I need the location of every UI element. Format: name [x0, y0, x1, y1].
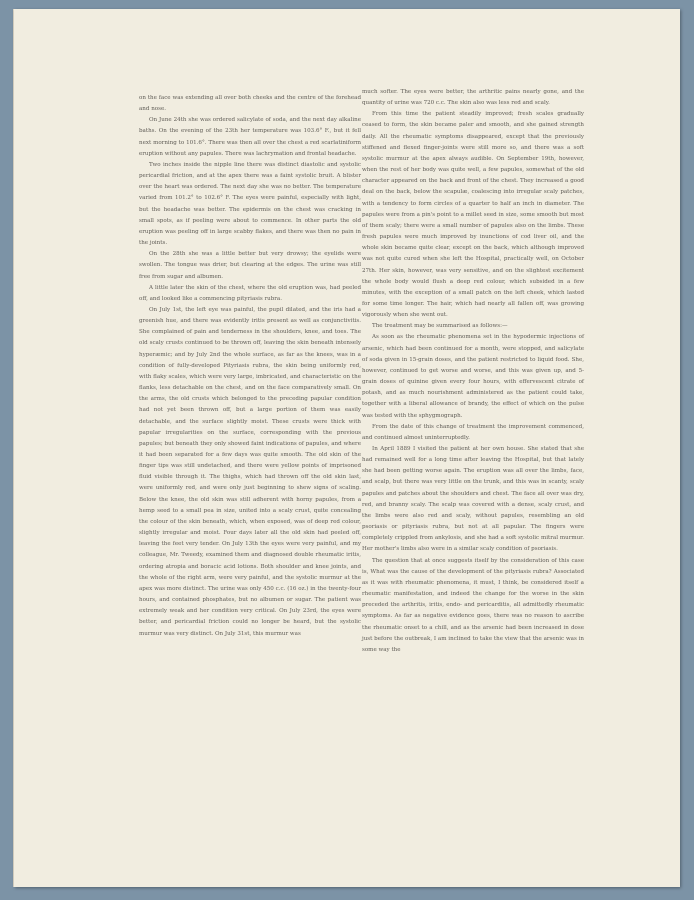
paragraph: A little later the skin of the chest, where the old eruption was, had peeled off, and looked like a commencing pityriasis rubra.	[139, 284, 361, 302]
paragraph: On the 28th she was a little better but very drowsy; the eyelids were swollen. The tongue was drier, but clearing at the edges. The urine was still free from sugar and albumen.	[139, 251, 361, 280]
paragraph: On July 1st, the left eye was painful, the pupil dilated, and the iris had a greenish hue, and there was evidently iritis present as well as conjunctivitis. She complained of pain and tenderness in the shoulders, knee, and toes. The old scaly crusts continued to be thrown off, leaving the skin beneath intensely hyperæmic; and by July 2nd the whole surface, as far as the knees, was in a condition of fully-developed Pityriasis rubra, the skin being uniformly red, with flaky scales, which were very large, imbricated, and characteristic on the flanks, less detachable on the chest, and on the face comparatively small. On the arms, the old crusts which belonged to the preceding papular condition had not yet been thrown off, but a large portion of them was easily detachable, and the surface slightly moist. These crusts were thick with papular irregularities on the surface, corresponding with the previous papules; but beneath they only showed faint indications of papules, and where it had been separated for a few days was quite smooth. The old skin of the finger tips was still undetached, and there were yellow points of imprisoned fluid visible through it. The thighs, which had thrown off the old skin last, were uniformly red, and were only just beginning to shew signs of scaling. Below the knee, the old skin was still adherent with horny papules, from a hemp seed to a small pea in size, united into a scaly crust, quite concealing the colour of the skin beneath, which, when exposed, was of deep red colour, slightly irregular and moist. Four days later all the old skin had peeled off, leaving the feet very tender. On July 13th the eyes were very painful, and my colleague, Mr. Tweedy, examined them and diagnosed double rheumatic iritis, ordering atropia and boracic acid lotions. Both shoulder and knee joints, and the whole of the right arm, were very painful, and the systolic murmur at the apex was more distinct. The urine was only 450 c.c. (16 oz.) in the twenty-four hours, and contained phosphates, but no albumen or sugar. The patient was extremely weak and her condition very critical. On July 23rd, the eyes were better, and pericardial friction could no longer be heard, but the systolic murmur was very distinct. On July 31st, this murmur was	[139, 306, 361, 637]
left-column	[139, 93, 361, 640]
right-column	[362, 87, 584, 656]
paragraph: In April 1889 I visited the patient at her own house. She stated that she had remained well for a long time after leaving the Hospital, but that lately she had been getting worse again. The eruption was all over the limbs, face, and scalp, but there was very little on the trunk, and this was in scanty, scaly papules and patches about the shoulders and chest. The face all over was dry, red, and branny scaly. The scalp was covered with a dense, scaly crust, and the limbs were also red and scaly, without papules, resembling an old psoriasis or pityriasis rubra, but not at all papular. The fingers were completely crippled from ankylosis, and she had a soft systolic mitral murmur. Her mother's limbs also were in a similar scaly condition of psoriasis.	[362, 446, 584, 553]
paragraph: On June 24th she was ordered salicylate of soda, and the next day alkaline baths. On the evening of the 23th her temperature was 103.6° F., but it fell next morning to 101.6°. There was then all over the chest a red scarlatiniform eruption without any papules. There was lachrymation and frontal headache.	[139, 117, 361, 157]
paragraph: The treatment may be summarised as follows:—	[372, 323, 508, 330]
paragraph: From the date of this change of treatment the improvement commenced, and continued almost uninterruptedly.	[362, 423, 584, 441]
paragraph: much softer. The eyes were better, the arthritic pains nearly gone, and the quantity of urine was 720 c.c. The skin also was less red and scaly.	[362, 89, 584, 107]
paragraph: Two inches inside the nipple line there was distinct diastolic and systolic pericardial friction, and at the apex there was a faint systolic bruit. A blister over the heart was ordered. The next day she was no better. The temperature varied from 101.2° to 102.6° F. The eyes were painful, especially with light, but the headache was better. The epidermis on the chest was cracking in small spots, as if peeling were about to commence. In other parts the old eruption was peeling off in large scabby flakes, and there was then no pain in the joints.	[139, 161, 361, 247]
paragraph: As soon as the rheumatic phenomena set in the hypodermic injections of arsenic, which had been continued for a month, were stopped, and salicylate of soda given in 15-grain doses, and the patient restricted to liquid food. She, however, continued to get worse and worse, and this was given up, and 5-grain doses of quinine given every four hours, with effervescent citrate of potash, and as much nourishment administered as the patient could take, together with a liberal allowance of brandy, the effect of which on the pulse was tested with the sphygmograph.	[362, 334, 584, 419]
paragraph: The question that at once suggests itself by the consideration of this case is, What was the cause of the development of the pityriasis rubra? Associated as it was with rheumatic phenomena, it must, I think, be considered itself a rheumatic manifestation, and indeed the change for the worse in the skin preceded the arthritis, iritis, endo- and pericarditis, all admittedly rheumatic symptoms. As far as negative evidence goes, there was no reason to ascribe the rheumatic onset to a chill, and as the arsenic had been increased in dose just before the outbreak, I am inclined to take the view that the arsenic was in some way the	[362, 557, 584, 653]
paragraph: on the face was extending all over both cheeks and the centre of the forehead and nose.	[139, 95, 361, 113]
paragraph: From this time the patient steadily improved; fresh scales gradually ceased to form, the skin became paler and smooth, and she gained strength daily. All the rheumatic symptoms disappeared, except that the previously stiffened and flexed finger-joints were still more so, and there was a soft systolic murmur at the apex always audible. On September 19th, however, when the rest of her body was quite well, a few papules, somewhat of the old character appeared on the back and front of the chest. They increased a good deal on the back, below the scapulæ, coalescing into irregular scaly patches, with a tendency to form circles of a quarter to half an inch in diameter. The papules were from a pin's point to a millet seed in size, some smooth but most of them scaly; there were a small number of papules also on the limbs. These fresh papules were much improved by inunctions of cod liver oil, and the whole skin became quite clear, except on the back, which although improved was not quite cured when she left the Hospital, practically well, on October 27th. Her skin, however, was very sensitive, and on the slightest excitement the whole body would flush a deep red colour, which subsided in a few minutes, with the exception of a small patch on the left cheek, which lasted for some time longer. The hair, which had nearly all fallen off, was growing vigorously when she went out.	[362, 111, 584, 319]
document-page	[14, 9, 680, 887]
